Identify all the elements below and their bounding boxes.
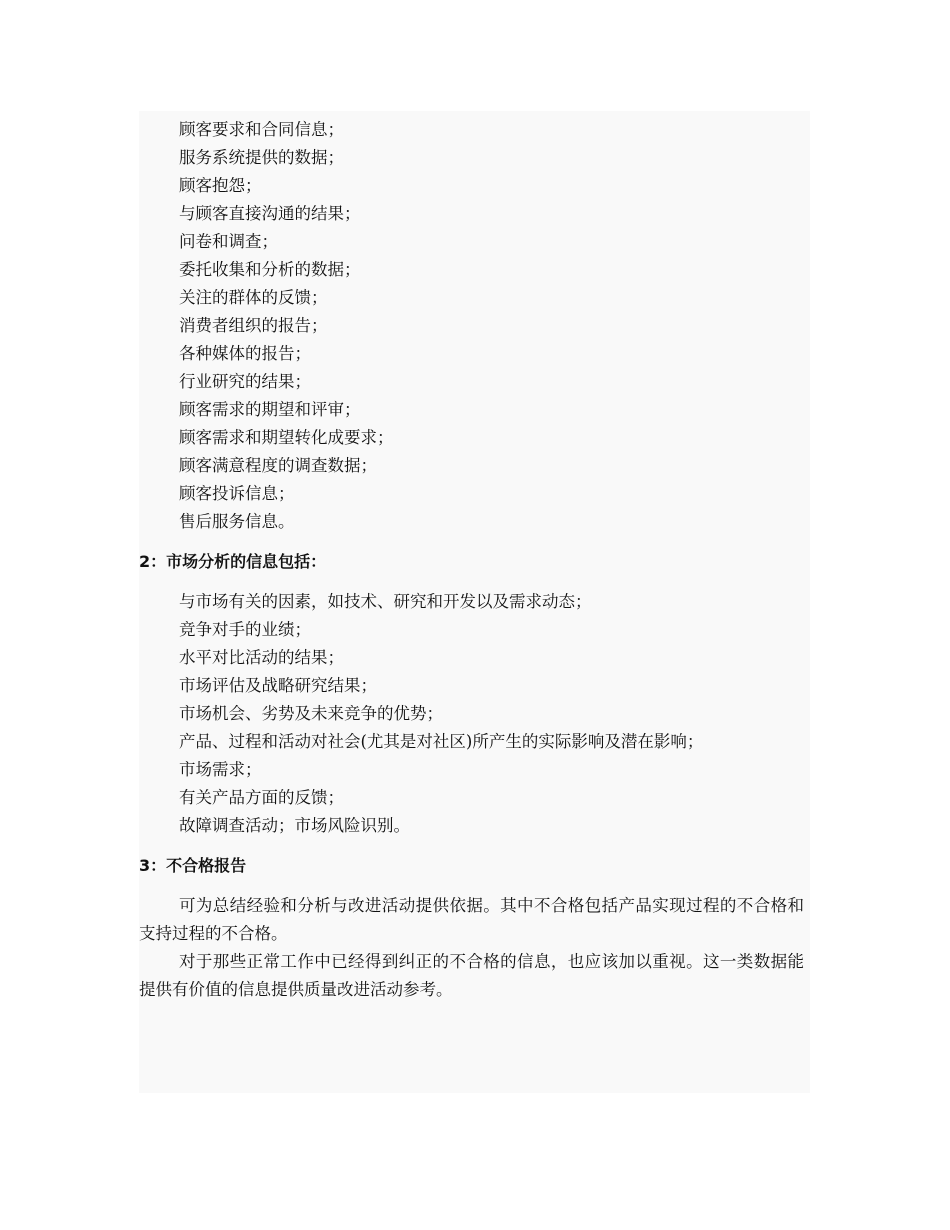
paragraph: 对于那些正常工作中已经得到纠正的不合格的信息，也应该加以重视。这一类数据能提供有价值的信息提供质量改进活动参考。 — [139, 952, 804, 999]
list-item: 消费者组织的报告； — [179, 316, 328, 335]
list-item: 故障调查活动；市场风险识别。 — [179, 816, 410, 835]
list-item: 委托收集和分析的数据； — [179, 260, 361, 279]
section-heading-market-analysis: 2：市场分析的信息包括： — [139, 552, 327, 571]
list-item: 顾客要求和合同信息； — [179, 120, 344, 139]
list-item: 水平对比活动的结果； — [179, 648, 344, 667]
section-heading-nonconformity-report: 3：不合格报告 — [139, 856, 247, 875]
list-item: 关注的群体的反馈； — [179, 288, 328, 307]
paragraph: 可为总结经验和分析与改进活动提供依据。其中不合格包括产品实现过程的不合格和支持过程的不合格。 — [139, 896, 804, 943]
list-item: 有关产品方面的反馈； — [179, 788, 344, 807]
list-item: 顾客需求和期望转化成要求； — [179, 428, 394, 447]
list-item: 各种媒体的报告； — [179, 344, 311, 363]
list-item: 顾客抱怨； — [179, 176, 262, 195]
list-item: 顾客投诉信息； — [179, 484, 295, 503]
list-item: 售后服务信息。 — [179, 512, 295, 531]
document-content — [139, 116, 804, 1004]
list-item: 行业研究的结果； — [179, 372, 311, 391]
list-item: 与市场有关的因素，如技术、研究和开发以及需求动态； — [179, 592, 592, 611]
list-item: 竞争对手的业绩； — [179, 620, 311, 639]
list-item: 顾客满意程度的调查数据； — [179, 456, 377, 475]
list-item: 服务系统提供的数据； — [179, 148, 344, 167]
list-item: 市场需求； — [179, 760, 262, 779]
customer-info-list — [139, 116, 804, 536]
list-item: 顾客需求的期望和评审； — [179, 400, 361, 419]
list-item: 市场机会、劣势及未来竞争的优势； — [179, 704, 443, 723]
market-analysis-list — [139, 588, 804, 840]
list-item: 问卷和调查； — [179, 232, 278, 251]
list-item: 产品、过程和活动对社会(尤其是对社区)所产生的实际影响及潜在影响； — [179, 732, 704, 751]
list-item: 与顾客直接沟通的结果； — [179, 204, 361, 223]
list-item: 市场评估及战略研究结果； — [179, 676, 377, 695]
